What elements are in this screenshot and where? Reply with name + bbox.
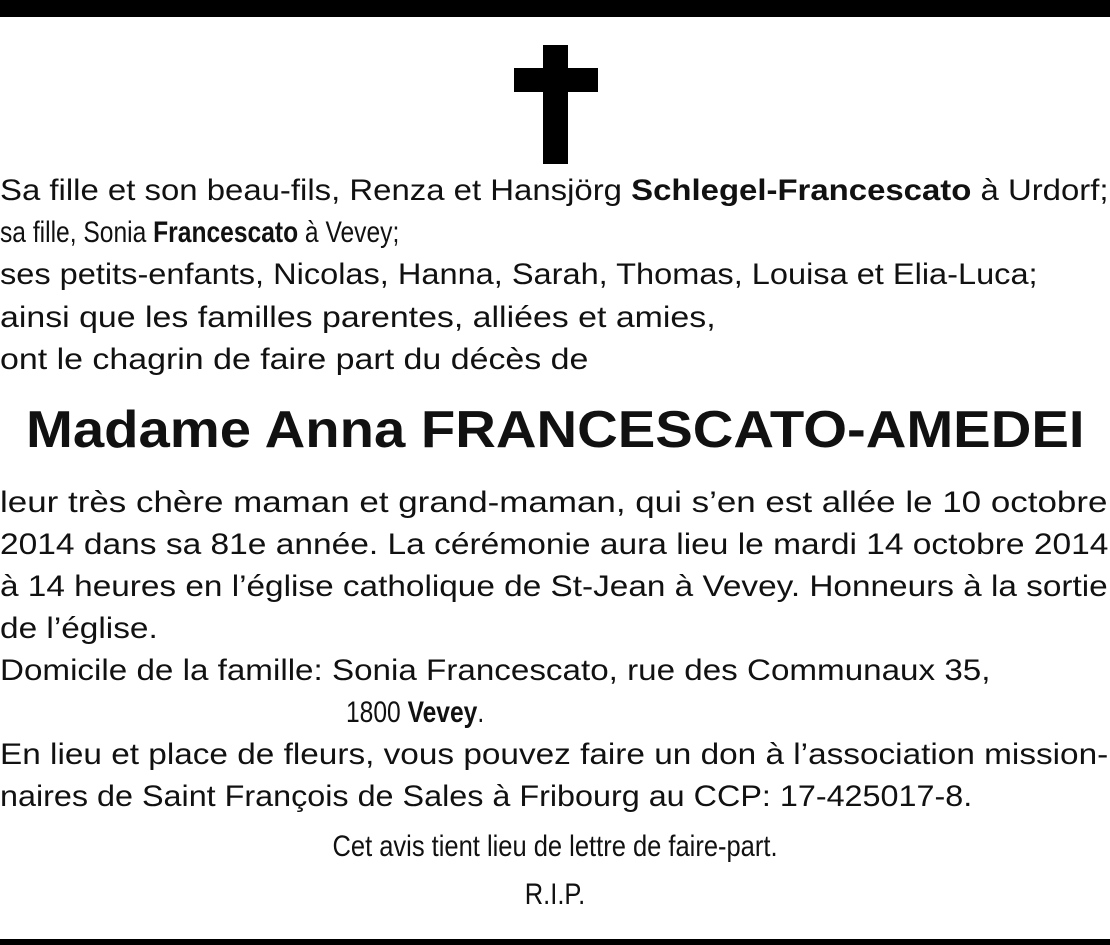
intro-line-4: ainsi que les familles parentes, alliées et amies, bbox=[0, 301, 716, 334]
family-name-francescato: Francescato bbox=[153, 216, 299, 249]
donation-line-2: naires de Saint François de Sales à Fribourg au CCP: 17-425017-8. bbox=[0, 780, 973, 813]
domicile-line-2: 1800 Vevey. bbox=[346, 696, 485, 729]
intro-line-1: Sa fille et son beau-fils, Renza et Hansjörg Schlegel-Francescato à Urdorf; bbox=[0, 174, 1109, 207]
top-border-rule bbox=[0, 0, 1110, 17]
domicile-city: Vevey bbox=[407, 696, 478, 729]
closing-notice: Cet avis tient lieu de lettre de faire-part. bbox=[332, 830, 778, 863]
domicile-line-1: Domicile de la famille: Sonia Francescato, rue des Communaux 35, bbox=[0, 654, 991, 687]
bottom-border-rule bbox=[0, 939, 1110, 945]
intro-line-2: sa fille, Sonia Francescato à Vevey; bbox=[0, 216, 400, 249]
body-line-3: à 14 heures en l’église catholique de St-Jean à Vevey. Honneurs à la sortie bbox=[0, 570, 1108, 603]
intro-line-5: ont le chagrin de faire part du décès de bbox=[0, 343, 589, 376]
intro-line-3: ses petits-enfants, Nicolas, Hanna, Sarah, Thomas, Louisa et Elia-Luca; bbox=[0, 258, 1038, 291]
deceased-name-heading: Madame Anna FRANCESCATO-AMEDEI bbox=[25, 401, 1085, 459]
family-name-schlegel: Schlegel-Francescato bbox=[631, 174, 972, 207]
rip-text: R.I.P. bbox=[524, 878, 586, 911]
body-line-4: de l’église. bbox=[0, 612, 158, 645]
body-line-2: 2014 dans sa 81e année. La cérémonie aura lieu le mardi 14 octobre 2014 bbox=[0, 528, 1109, 561]
body-line-1: leur très chère maman et grand-maman, qui s’en est allée le 10 octobre bbox=[0, 486, 1108, 519]
cross-icon bbox=[514, 45, 598, 164]
donation-line-1: En lieu et place de fleurs, vous pouvez faire un don à l’association mission- bbox=[0, 738, 1109, 771]
